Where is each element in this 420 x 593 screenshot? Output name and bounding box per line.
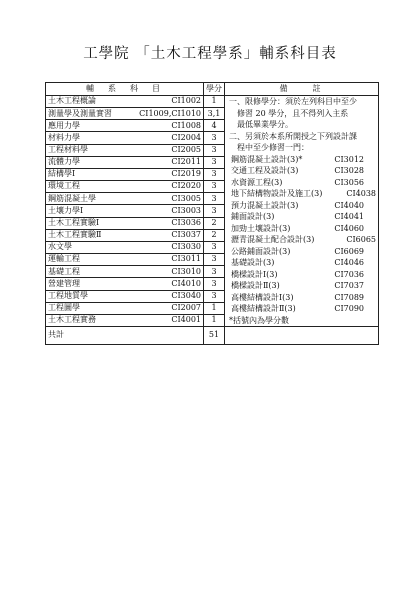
course-name: 材料力學 <box>48 132 80 142</box>
total-label: 共計 <box>46 327 204 345</box>
minor-course-table <box>45 82 379 345</box>
course-credits: 3 <box>204 254 225 266</box>
elective-code: CI4041 <box>334 212 364 221</box>
course-cell <box>46 241 204 253</box>
elective-code: CI4060 <box>334 223 364 233</box>
header-subject: 輔 系 科 目 <box>46 83 204 96</box>
elective-code: CI7089 <box>334 292 364 302</box>
course-code: CI2007 <box>171 303 201 313</box>
header-credits: 學分 <box>204 83 225 96</box>
elective-code: CI3012 <box>334 154 364 164</box>
course-credits: 3 <box>204 144 225 156</box>
course-code: CI2020 <box>171 181 201 191</box>
course-cell <box>46 314 204 326</box>
course-name: 基礎工程 <box>48 266 80 276</box>
course-cell <box>46 132 204 144</box>
elective-code: CI3028 <box>334 166 364 175</box>
elective-course <box>227 257 376 269</box>
course-cell <box>46 229 204 241</box>
course-name: 工程地質學 <box>48 290 88 300</box>
elective-name: 公路鋪面設計(3) <box>231 246 291 256</box>
elective-code: CI4040 <box>334 200 364 210</box>
total-notes-empty <box>225 327 379 345</box>
course-cell <box>46 266 204 278</box>
elective-course <box>227 177 376 189</box>
elective-name: 水資源工程(3) <box>231 177 283 187</box>
course-code: CI4001 <box>171 315 201 325</box>
course-credits: 3 <box>204 193 225 205</box>
elective-name: 預力混凝土設計(3) <box>231 200 299 210</box>
note-1-line-3: 最低畢業學分。 <box>237 120 293 129</box>
course-cell <box>46 217 204 229</box>
course-name: 測量學及測量實習 <box>48 108 112 118</box>
note-2-line-2: 程中至少修習一門： <box>237 143 309 152</box>
elective-name: 鋪面設計(3) <box>231 212 275 221</box>
course-credits: 3 <box>204 132 225 144</box>
elective-name: 基礎設計(3) <box>231 258 275 267</box>
course-cell <box>46 96 204 108</box>
course-code: CI3040 <box>171 290 201 300</box>
course-credits: 2 <box>204 229 225 241</box>
elective-course <box>227 188 376 200</box>
course-name: 結構學Ⅰ <box>48 169 76 179</box>
elective-course <box>227 246 376 258</box>
course-credits: 2 <box>204 217 225 229</box>
elective-name: 瀝青混凝土配合設計(3) <box>231 235 315 244</box>
elective-code: CI7090 <box>334 304 364 313</box>
total-row <box>46 327 379 345</box>
elective-name: 加勁土壤設計(3) <box>231 223 291 233</box>
course-cell <box>46 278 204 290</box>
elective-code: CI4038 <box>346 189 376 198</box>
course-credits: 1 <box>204 314 225 326</box>
course-credits: 3 <box>204 278 225 290</box>
course-code: CI2019 <box>171 169 201 179</box>
elective-course <box>227 234 376 246</box>
elective-name: 高樓結構設計Ⅱ(3) <box>231 304 296 313</box>
course-code: CI3005 <box>171 193 201 203</box>
course-name: 土木工程實驗Ⅱ <box>48 230 102 240</box>
elective-course <box>227 165 376 177</box>
course-credits: 3,1 <box>204 108 225 120</box>
elective-code: CI7036 <box>334 269 364 279</box>
elective-name: 交通工程及設計(3) <box>231 166 299 175</box>
course-credits: 3 <box>204 168 225 180</box>
elective-code: CI4046 <box>334 258 364 267</box>
course-credits: 3 <box>204 205 225 217</box>
course-code: CI2011 <box>171 157 201 167</box>
total-credits: 51 <box>204 327 225 345</box>
course-cell <box>46 120 204 132</box>
elective-code: CI6065 <box>346 235 376 244</box>
course-code: CI2004 <box>171 132 201 142</box>
course-cell <box>46 254 204 266</box>
course-code: CI1008 <box>171 120 201 130</box>
course-name: 土木工程概論 <box>48 96 96 106</box>
course-name: 環境工程 <box>48 181 80 191</box>
course-name: 工程圖學 <box>48 303 80 313</box>
course-name: 土木工程實務 <box>48 315 96 325</box>
page-title: 工學院 「土木工程學系」輔系科目表 <box>83 46 337 62</box>
course-credits: 4 <box>204 120 225 132</box>
course-code: CI3036 <box>171 217 201 227</box>
elective-name: 橋樑設計Ⅰ(3) <box>231 269 278 279</box>
elective-code: CI7037 <box>334 281 364 290</box>
header-notes: 備 註 <box>225 83 379 96</box>
course-cell <box>46 156 204 168</box>
course-code: CI3030 <box>171 242 201 252</box>
elective-course <box>227 269 376 281</box>
course-credits: 1 <box>204 96 225 108</box>
note-2-line-1: 二、另須於本系所開授之下列設計課 <box>229 131 357 141</box>
course-name: 土壤力學Ⅰ <box>48 205 84 215</box>
course-cell <box>46 302 204 314</box>
elective-course <box>227 292 376 304</box>
course-name: 流體力學 <box>48 157 80 167</box>
course-cell <box>46 181 204 193</box>
course-credits: 1 <box>204 302 225 314</box>
table-header-row <box>46 83 379 96</box>
elective-course <box>227 280 376 292</box>
elective-course <box>227 154 376 166</box>
elective-code: CI6069 <box>334 246 364 256</box>
course-code: CI1002 <box>171 96 201 106</box>
elective-course <box>227 211 376 223</box>
notes-cell <box>225 96 379 327</box>
elective-course <box>227 303 376 315</box>
course-cell <box>46 290 204 302</box>
course-cell <box>46 168 204 180</box>
course-name: 運輸工程 <box>48 254 80 264</box>
elective-name: 地下結構物設計及施工(3) <box>231 189 323 198</box>
elective-code: CI3056 <box>334 177 364 187</box>
course-name: 土木工程實驗Ⅰ <box>48 217 100 227</box>
elective-name: 鋼筋混凝土設計(3)* <box>231 154 303 164</box>
course-code: CI3003 <box>171 205 201 215</box>
course-credits: 3 <box>204 290 225 302</box>
course-credits: 3 <box>204 181 225 193</box>
note-1-line-1: 一、限修學分：須於左列科目中至少 <box>229 97 357 106</box>
course-cell <box>46 108 204 120</box>
course-cell <box>46 144 204 156</box>
elective-course <box>227 200 376 212</box>
table-row <box>46 96 379 108</box>
course-credits: 3 <box>204 266 225 278</box>
course-code: CI2005 <box>171 145 201 154</box>
course-credits: 3 <box>204 241 225 253</box>
course-code: CI3037 <box>171 230 201 240</box>
elective-course <box>227 223 376 235</box>
course-code: CI1009,CI1010 <box>139 108 201 118</box>
course-name: 水文學 <box>48 242 72 252</box>
course-name: 營建管理 <box>48 278 80 288</box>
course-code: CI3011 <box>171 254 201 264</box>
course-code: CI3010 <box>171 266 201 276</box>
course-name: 工程材料學 <box>48 145 88 154</box>
note-1-line-2: 修習 20 學分，且不得列入主系 <box>237 108 349 118</box>
course-cell <box>46 193 204 205</box>
course-name: 鋼筋混凝土學 <box>48 193 96 203</box>
course-cell <box>46 205 204 217</box>
elective-name: 橋樑設計Ⅱ(3) <box>231 281 280 290</box>
course-credits: 3 <box>204 156 225 168</box>
course-name: 應用力學 <box>48 120 80 130</box>
elective-name: 高樓結構設計Ⅰ(3) <box>231 292 294 302</box>
course-code: CI4010 <box>171 278 201 288</box>
credits-footnote: *括號內為學分數 <box>229 315 289 325</box>
